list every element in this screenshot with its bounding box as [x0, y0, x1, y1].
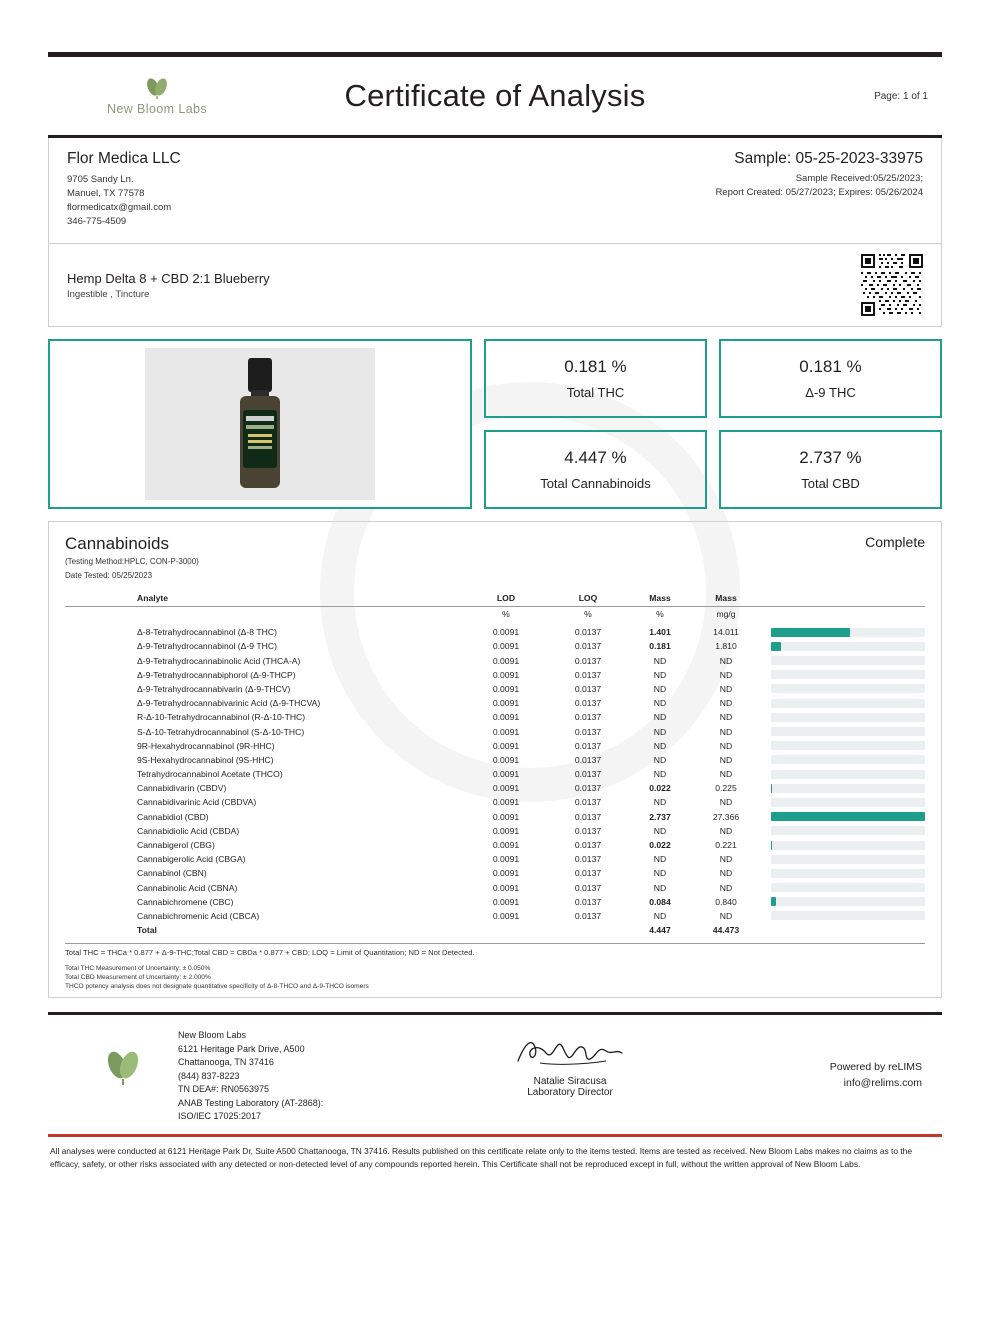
powered-by-block [662, 1029, 922, 1091]
cell-analyte: Cannabidiolic Acid (CBDA) [137, 825, 240, 836]
footer-lab-phone: (844) 837-8223 [178, 1070, 240, 1081]
col-loq: LOQ [547, 591, 629, 607]
cell-bar [761, 639, 925, 653]
cell-lod: 0.0091 [492, 811, 520, 822]
cell-loq: 0.0137 [574, 712, 602, 723]
lab-logo [62, 76, 252, 116]
cell-mass-pct: 0.022 [649, 840, 671, 850]
cell-bar [761, 625, 925, 639]
cell-analyte: Cannabidivarin (CBDV) [137, 783, 227, 794]
table-row [65, 895, 925, 909]
cell-bar [761, 653, 925, 667]
cell-lod: 0.0091 [492, 854, 520, 865]
bar-fill [771, 841, 772, 850]
summary-row [48, 339, 942, 509]
bar-track [771, 812, 925, 821]
summary-card-label: Total CBD [801, 476, 860, 491]
table-row [65, 781, 925, 795]
cell-mass-pct: ND [653, 910, 667, 921]
col-mass-pct: Mass [629, 591, 691, 607]
client-address-1: 9705 Sandy Ln. [67, 174, 134, 185]
cell-mass-mg: ND [719, 797, 733, 808]
cell-bar [761, 682, 925, 696]
footer-lab-name: New Bloom Labs [178, 1030, 247, 1041]
col-lod: LOD [465, 591, 547, 607]
cell-loq: 0.0137 [574, 754, 602, 765]
cell-analyte: Cannabidiol (CBD) [137, 811, 209, 822]
cell-mass-mg: 14.011 [713, 627, 739, 638]
footer-lab-city: Chattanooga, TN 37416 [178, 1057, 274, 1068]
signature-image [478, 1035, 662, 1074]
cell-bar [761, 824, 925, 838]
cell-bar [761, 810, 925, 824]
cell-lod: 0.0091 [492, 698, 520, 709]
total-blank-0 [465, 923, 547, 937]
summary-card-label: Total THC [566, 385, 625, 400]
sample-received: Sample Received:05/25/2023; [795, 173, 923, 184]
leaf-icon [142, 76, 172, 100]
cell-loq: 0.0137 [574, 910, 602, 921]
cell-analyte: Cannabigerol (CBG) [137, 840, 215, 850]
cell-mass-pct: ND [653, 825, 667, 836]
cell-lod: 0.0091 [492, 783, 520, 794]
cell-bar [761, 753, 925, 767]
bar-track [771, 670, 925, 679]
cell-mass-mg: 27.366 [712, 811, 740, 822]
cell-loq: 0.0137 [574, 882, 602, 893]
cell-analyte: Δ-9-Tetrahydrocannabinolic Acid (THCA-A) [137, 655, 301, 666]
cell-loq: 0.0137 [574, 896, 602, 907]
product-info [67, 271, 861, 300]
cell-mass-mg: ND [719, 698, 733, 709]
report-created: Report Created: 05/27/2023; Expires: 05/26/2024 [715, 187, 923, 198]
summary-cards [484, 339, 942, 509]
cell-lod: 0.0091 [492, 726, 520, 737]
cell-mass-pct: ND [653, 797, 667, 808]
table-row [65, 767, 925, 781]
cell-mass-pct: ND [653, 754, 667, 765]
cell-analyte: Cannabichromenic Acid (CBCA) [137, 910, 260, 921]
cell-mass-pct: ND [653, 655, 667, 666]
cell-mass-mg: ND [719, 740, 733, 751]
bottle-image [145, 348, 375, 500]
cell-loq: 0.0137 [574, 825, 602, 836]
cell-bar [761, 781, 925, 795]
cell-loq: 0.0137 [574, 783, 602, 794]
cell-analyte: Cannabichromene (CBC) [137, 896, 234, 907]
cell-analyte: Cannabinolic Acid (CBNA) [137, 882, 238, 893]
powered-by: Powered by reLIMS [829, 1061, 922, 1074]
page-number: Page: 1 of 1 [874, 90, 928, 102]
uncertainty-cbd: Total CBD Measurement of Uncertainty: ± 2.000% [65, 974, 211, 982]
cell-mass-mg: ND [719, 726, 733, 737]
summary-card-total-thc [484, 339, 707, 418]
summary-card-label: Δ-9 THC [805, 385, 856, 400]
table-row [65, 852, 925, 866]
cell-mass-pct: 0.084 [649, 896, 671, 907]
uncertainty-thc: Total THC Measurement of Uncertainty: ± 0.050% [65, 965, 211, 973]
cell-mass-pct: ND [653, 882, 667, 893]
page-title: Certificate of Analysis [344, 78, 646, 113]
bar-fill [771, 628, 850, 637]
cell-analyte: 9S-Hexahydrocannabinol (9S-HHC) [137, 754, 274, 765]
table-header-row [65, 591, 925, 607]
cell-analyte: Δ-9-Tetrahydrocannabivarinic Acid (Δ-9-THCVA) [137, 698, 321, 709]
client-sample-band [48, 138, 942, 244]
table-row [65, 696, 925, 710]
footer-lab-address: 6121 Heritage Park Drive, A500 [178, 1043, 305, 1054]
table-row [65, 909, 925, 923]
cell-lod: 0.0091 [492, 627, 520, 638]
bar-track [771, 826, 925, 835]
cell-bar [761, 866, 925, 880]
cell-loq: 0.0137 [574, 669, 602, 680]
cell-mass-pct: ND [653, 769, 667, 780]
summary-card-value: 0.181 % [799, 357, 862, 376]
unit-cell-bar [761, 607, 925, 626]
col-analyte: Analyte [65, 591, 465, 607]
cell-bar [761, 909, 925, 923]
table-row [65, 824, 925, 838]
cell-bar [761, 880, 925, 894]
table-row [65, 682, 925, 696]
cell-lod: 0.0091 [492, 712, 520, 723]
cell-lod: 0.0091 [492, 754, 520, 765]
bar-track [771, 855, 925, 864]
cell-mass-mg: 0.225 [715, 783, 737, 794]
cell-lod: 0.0091 [492, 882, 520, 893]
summary-card-label: Total Cannabinoids [540, 476, 651, 491]
table-row [65, 668, 925, 682]
cell-mass-mg: ND [719, 683, 733, 694]
cell-mass-pct: ND [653, 740, 667, 751]
cell-bar [761, 739, 925, 753]
bar-track [771, 656, 925, 665]
cell-lod: 0.0091 [492, 825, 520, 836]
bar-track [771, 770, 925, 779]
cell-bar [761, 767, 925, 781]
table-total-row [65, 923, 925, 937]
total-mass-pct: 4.447 [649, 925, 671, 936]
cell-mass-mg: ND [719, 754, 733, 765]
col-mass-mg: Mass [691, 591, 761, 607]
cell-mass-pct: 1.401 [649, 627, 671, 638]
summary-card-value: 2.737 % [799, 448, 862, 467]
cell-analyte: Cannabinol (CBN) [137, 868, 207, 879]
cell-lod: 0.0091 [492, 683, 520, 694]
bar-track [771, 883, 925, 892]
bar-track [771, 841, 925, 850]
footer-lab-anab: ANAB Testing Laboratory (AT-2868): [178, 1097, 324, 1108]
total-bar [761, 923, 925, 937]
unit-cell: % [584, 609, 592, 620]
cell-bar [761, 668, 925, 682]
bar-track [771, 869, 925, 878]
cell-lod: 0.0091 [492, 669, 520, 680]
cell-analyte: Δ-8-Tetrahydrocannabinol (Δ-8 THC) [137, 627, 277, 638]
cell-bar [761, 710, 925, 724]
cell-loq: 0.0137 [574, 655, 602, 666]
bar-track [771, 755, 925, 764]
cell-loq: 0.0137 [574, 740, 602, 751]
footer-lab-iso: ISO/IEC 17025:2017 [178, 1111, 262, 1122]
client-email: flormedicatx@gmail.com [67, 202, 172, 213]
signer-name: Natalie Siracusa [533, 1076, 607, 1088]
client-address-2: Manuel, TX 77578 [67, 188, 145, 199]
table-row [65, 653, 925, 667]
cell-mass-pct: ND [653, 698, 667, 709]
cell-bar [761, 895, 925, 909]
bar-track [771, 628, 925, 637]
cell-loq: 0.0137 [574, 698, 602, 709]
cell-lod: 0.0091 [492, 740, 520, 751]
cannabinoids-title: Cannabinoids [65, 534, 169, 553]
bar-track [771, 642, 925, 651]
cell-lod: 0.0091 [492, 797, 520, 808]
bar-track [771, 798, 925, 807]
cell-lod: 0.0091 [492, 868, 520, 879]
cannabinoids-section [48, 521, 942, 998]
table-row [65, 625, 925, 639]
cell-mass-mg: ND [719, 910, 733, 921]
total-label: Total [137, 925, 157, 936]
table-row [65, 710, 925, 724]
table-row [65, 810, 925, 824]
cell-mass-mg: 1.810 [715, 641, 737, 652]
unit-cell: % [656, 609, 664, 620]
bar-track [771, 741, 925, 750]
signer-role: Laboratory Director [527, 1087, 613, 1099]
total-blank-1 [547, 923, 629, 937]
bar-track [771, 684, 925, 693]
cell-mass-pct: 0.022 [649, 783, 671, 794]
lab-info [178, 1029, 478, 1124]
cell-bar [761, 696, 925, 710]
cell-analyte: Tetrahydrocannabinol Acetate (THCO) [137, 769, 283, 780]
summary-card-value: 0.181 % [564, 357, 627, 376]
client-name: Flor Medica LLC [67, 150, 181, 167]
unit-cell: mg/g [716, 609, 736, 620]
date-tested: Date Tested: 05/25/2023 [65, 571, 153, 580]
definitions-note: Total THC = THCa * 0.877 + Δ-9-THC;Total CBD = CBDa * 0.877 + CBD; LOQ = Limit of Quantitation; ND = Not Detected. [65, 943, 925, 957]
cell-mass-mg: ND [719, 825, 733, 836]
cell-loq: 0.0137 [574, 811, 602, 822]
cannabinoids-table [65, 591, 925, 937]
powered-email[interactable]: info@relims.com [843, 1077, 922, 1090]
cell-mass-pct: 2.737 [649, 811, 671, 822]
cell-lod: 0.0091 [492, 910, 520, 921]
coa-page [0, 52, 990, 1333]
cell-mass-mg: ND [719, 882, 733, 893]
document-footer [48, 1012, 942, 1171]
document-header [48, 57, 942, 135]
col-bar [761, 591, 925, 607]
cell-mass-mg: ND [719, 854, 733, 865]
footer-leaf-icon [68, 1029, 178, 1087]
summary-card-total-cannabinoids [484, 430, 707, 509]
table-row [65, 753, 925, 767]
cell-analyte: Δ-9-Tetrahydrocannabiphorol (Δ-9-THCP) [137, 669, 296, 680]
bar-track [771, 784, 925, 793]
bar-track [771, 911, 925, 920]
cell-mass-mg: ND [719, 712, 733, 723]
table-row [65, 838, 925, 852]
cell-lod: 0.0091 [492, 840, 520, 850]
bar-track [771, 713, 925, 722]
cell-analyte: S-Δ-10-Tetrahydrocannabinol (S-Δ-10-THC) [137, 726, 305, 737]
cell-analyte: Δ-9-Tetrahydrocannabivarin (Δ-9-THCV) [137, 683, 291, 694]
lab-name-label: New Bloom Labs [106, 102, 208, 116]
cell-mass-mg: 0.221 [715, 840, 737, 850]
status-badge: Complete [865, 534, 925, 550]
table-row [65, 724, 925, 738]
total-mass-mg: 44.473 [712, 925, 740, 936]
cell-mass-pct: 0.181 [649, 641, 671, 652]
cell-analyte: 9R-Hexahydrocannabinol (9R-HHC) [137, 740, 275, 751]
table-row [65, 739, 925, 753]
signature-block [478, 1029, 662, 1098]
bar-track [771, 897, 925, 906]
cell-mass-pct: ND [653, 726, 667, 737]
bar-fill [771, 897, 776, 906]
table-units-row [65, 607, 925, 626]
cell-loq: 0.0137 [574, 627, 602, 638]
cell-analyte: Cannabigerolic Acid (CBGA) [137, 854, 246, 865]
cell-mass-mg: ND [719, 769, 733, 780]
bar-track [771, 699, 925, 708]
cell-analyte: Cannabidivarinic Acid (CBDVA) [137, 797, 257, 808]
qr-code-icon[interactable] [861, 254, 923, 316]
unit-cell: % [502, 609, 510, 620]
cell-mass-mg: ND [719, 655, 733, 666]
cell-lod: 0.0091 [492, 655, 520, 666]
cell-mass-mg: ND [719, 868, 733, 879]
table-row [65, 866, 925, 880]
testing-method: (Testing Method:HPLC, CON-P-3000) [65, 557, 199, 566]
sample-id: Sample: 05-25-2023-33975 [734, 150, 923, 167]
cell-loq: 0.0137 [574, 683, 602, 694]
cell-mass-pct: ND [653, 712, 667, 723]
cell-mass-pct: ND [653, 669, 667, 680]
cell-analyte: R-Δ-10-Tetrahydrocannabinol (R-Δ-10-THC) [137, 712, 306, 723]
footer-lab-dea: TN DEA#: RN0563975 [178, 1084, 270, 1095]
cell-mass-mg: 0.840 [715, 896, 737, 907]
cell-loq: 0.0137 [574, 769, 602, 780]
table-row [65, 880, 925, 894]
cell-loq: 0.0137 [574, 726, 602, 737]
cell-bar [761, 724, 925, 738]
cell-mass-pct: ND [653, 683, 667, 694]
cell-loq: 0.0137 [574, 641, 602, 652]
cell-lod: 0.0091 [492, 641, 520, 652]
cell-bar [761, 852, 925, 866]
cell-lod: 0.0091 [492, 896, 520, 907]
cell-loq: 0.0137 [574, 868, 602, 879]
summary-card-d9-thc [719, 339, 942, 418]
sample-photo [48, 339, 472, 509]
disclaimer-text: All analyses were conducted at 6121 Heritage Park Dr, Suite A500 Chattanooga, TN 37416. Results published on this certificate relate only to the items tested. Items are tested as received. New Bloom Labs makes no claims as to the efficacy, safety, or other risks associated with any detected or non-detected level of any compounds reported herein. This Certificate shall not be reproduced except in full, without the written approval of New Bloom Labs. [50, 1145, 913, 1169]
cell-mass-pct: ND [653, 868, 667, 879]
cell-mass-mg: ND [719, 669, 733, 680]
summary-card-total-cbd [719, 430, 942, 509]
unit-cell [65, 607, 465, 626]
cell-loq: 0.0137 [574, 797, 602, 808]
bar-fill [771, 784, 772, 793]
summary-card-value: 4.447 % [564, 448, 627, 467]
product-name: Hemp Delta 8 + CBD 2:1 Blueberry [67, 270, 270, 286]
cell-bar [761, 838, 925, 852]
uncertainty-thco: THCO potency analysis does not designate quantitative specificity of Δ-8-THCO and Δ-9-THCO isomers [65, 983, 369, 991]
product-band [48, 244, 942, 327]
cell-bar [761, 795, 925, 809]
cell-loq: 0.0137 [574, 840, 602, 850]
client-phone: 346-775-4509 [67, 216, 127, 227]
table-row [65, 795, 925, 809]
bar-track [771, 727, 925, 736]
bar-fill [771, 812, 925, 821]
product-type: Ingestible , Tincture [67, 288, 150, 300]
cell-mass-pct: ND [653, 854, 667, 865]
cell-analyte: Δ-9-Tetrahydrocannabinol (Δ-9 THC) [137, 641, 277, 652]
cell-loq: 0.0137 [574, 854, 602, 865]
table-row [65, 639, 925, 653]
sample-info [493, 150, 923, 229]
cell-lod: 0.0091 [492, 769, 520, 780]
bar-fill [771, 642, 781, 651]
client-info [67, 150, 493, 229]
